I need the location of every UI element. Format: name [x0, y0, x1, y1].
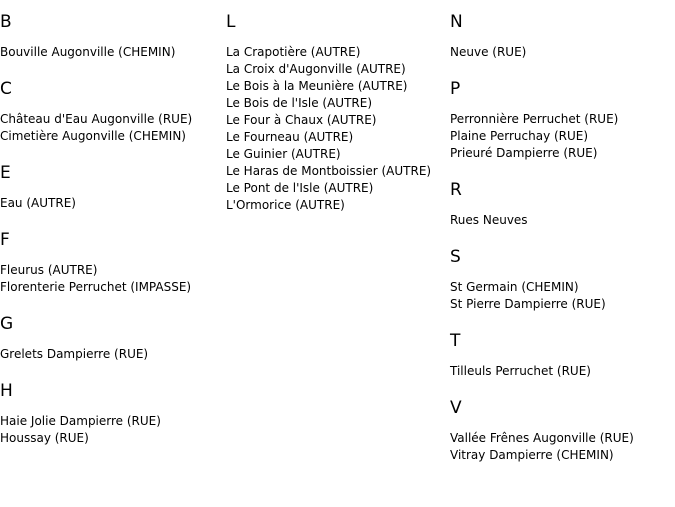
letter-heading: T [450, 331, 461, 351]
street-list [0, 32, 220, 61]
street-item[interactable]: Eau (AUTRE) [0, 196, 76, 210]
street-item[interactable]: Haie Jolie Dampierre (RUE) [0, 414, 161, 428]
street-item[interactable]: Prieuré Dampierre (RUE) [450, 146, 598, 160]
letter-heading: F [0, 230, 10, 250]
section-c [0, 61, 220, 145]
section-b [0, 0, 220, 61]
street-item[interactable]: Tilleuls Perruchet (RUE) [450, 364, 591, 378]
letter-heading: C [0, 79, 12, 99]
letter-heading: N [450, 12, 463, 32]
letter-heading: B [0, 12, 12, 32]
column-2 [226, 0, 446, 214]
section-t [450, 313, 675, 380]
street-item[interactable]: Fleurus (AUTRE) [0, 263, 98, 277]
letter-heading: S [450, 247, 461, 267]
section-h [0, 363, 220, 447]
street-list [0, 99, 220, 145]
street-item[interactable]: Vallée Frênes Augonville (RUE) [450, 431, 634, 445]
street-list [450, 99, 675, 162]
letter-heading: G [0, 314, 14, 334]
street-list [450, 267, 675, 313]
section-p [450, 61, 675, 162]
street-list [226, 32, 446, 214]
street-item[interactable]: Le Bois à la Meunière (AUTRE) [226, 79, 408, 93]
street-item[interactable]: Le Haras de Montboissier (AUTRE) [226, 164, 432, 178]
street-item[interactable]: Le Bois de l'Isle (AUTRE) [226, 96, 373, 110]
letter-heading: P [450, 79, 461, 99]
letter-heading: H [0, 381, 13, 401]
street-list [450, 351, 675, 380]
street-item[interactable]: Neuve (RUE) [450, 45, 527, 59]
column-1 [0, 0, 220, 447]
section-s [450, 229, 675, 313]
section-f [0, 212, 220, 296]
street-list [0, 401, 220, 447]
section-v [450, 380, 675, 464]
street-item[interactable]: La Crapotière (AUTRE) [226, 45, 361, 59]
street-item[interactable]: La Croix d'Augonville (AUTRE) [226, 62, 406, 76]
street-list [0, 183, 220, 212]
street-item[interactable]: Rues Neuves [450, 213, 528, 227]
street-item[interactable]: L'Ormorice (AUTRE) [226, 198, 345, 212]
street-item[interactable]: St Germain (CHEMIN) [450, 280, 579, 294]
street-item[interactable]: Le Guinier (AUTRE) [226, 147, 341, 161]
letter-heading: E [0, 163, 11, 183]
street-item[interactable]: Le Fourneau (AUTRE) [226, 130, 354, 144]
street-item[interactable]: Vitray Dampierre (CHEMIN) [450, 448, 614, 462]
section-n [450, 0, 675, 61]
street-list [0, 334, 220, 363]
street-list [450, 418, 675, 464]
street-item[interactable]: Cimetière Augonville (CHEMIN) [0, 129, 186, 143]
street-item[interactable]: Houssay (RUE) [0, 431, 89, 445]
street-item[interactable]: Perronnière Perruchet (RUE) [450, 112, 619, 126]
street-item[interactable]: Le Pont de l'Isle (AUTRE) [226, 181, 374, 195]
letter-heading: V [450, 398, 462, 418]
section-r [450, 162, 675, 229]
letter-heading: L [226, 12, 236, 32]
street-item[interactable]: St Pierre Dampierre (RUE) [450, 297, 606, 311]
street-item[interactable]: Château d'Eau Augonville (RUE) [0, 112, 193, 126]
street-item[interactable]: Le Four à Chaux (AUTRE) [226, 113, 377, 127]
street-list [450, 32, 675, 61]
street-list [450, 200, 675, 229]
street-item[interactable]: Grelets Dampierre (RUE) [0, 347, 149, 361]
section-e [0, 145, 220, 212]
street-item[interactable]: Florenterie Perruchet (IMPASSE) [0, 280, 192, 294]
column-3 [450, 0, 675, 464]
letter-heading: R [450, 180, 462, 200]
street-list [0, 250, 220, 296]
street-item[interactable]: Plaine Perruchay (RUE) [450, 129, 589, 143]
street-item[interactable]: Bouville Augonville (CHEMIN) [0, 45, 176, 59]
section-g [0, 296, 220, 363]
section-l [226, 0, 446, 214]
